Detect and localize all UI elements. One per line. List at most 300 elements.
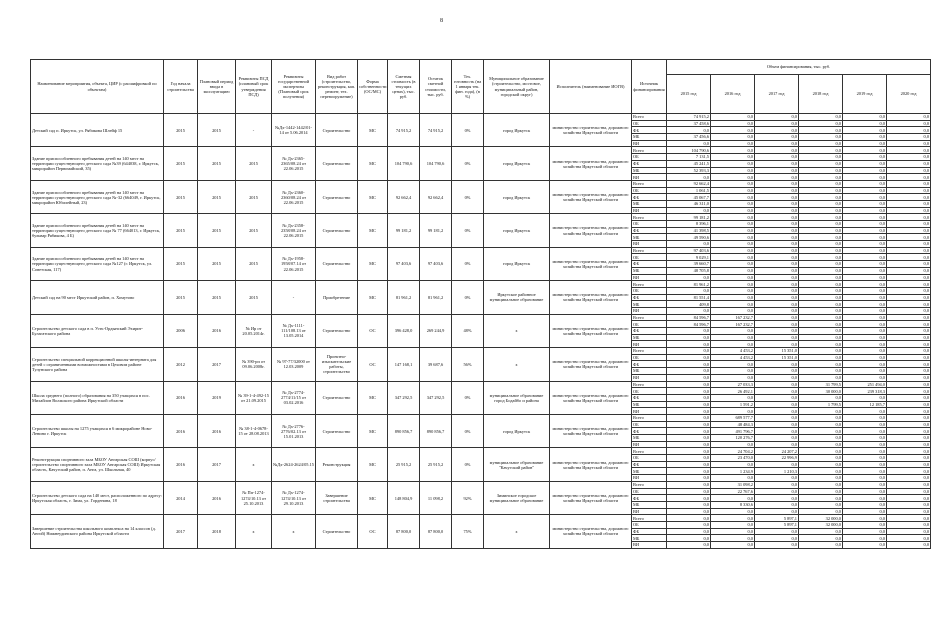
row-fin-value: 0,0	[755, 154, 799, 161]
row-fin-value: 0,0	[755, 441, 799, 448]
header-year: 2017 год	[755, 75, 799, 114]
row-fin-value: 0,0	[799, 414, 843, 421]
row-fin-value: 0,0	[887, 127, 931, 134]
row-fin-value: 0,0	[887, 200, 931, 207]
row-fin-value: 84 596,7	[667, 321, 711, 328]
row-estimate: 97 403,6	[388, 247, 420, 280]
table-body	[31, 114, 931, 549]
row-fin-value: 0,0	[887, 481, 931, 488]
row-year-plan: 2019	[198, 381, 236, 414]
row-fin-value: 0,0	[843, 254, 887, 261]
row-fin-value: 0,0	[887, 274, 931, 281]
row-fin-value: 0,0	[843, 227, 887, 234]
row-fin-value: 0,0	[711, 221, 755, 228]
row-work-type: Строительство	[316, 515, 358, 548]
row-estimate: 25 915,2	[388, 448, 420, 481]
row-source-label: ВИ	[632, 374, 667, 381]
row-fin-value: 0,0	[711, 475, 755, 482]
row-fin-value: 167 232,7	[711, 314, 755, 321]
table-row	[31, 381, 931, 388]
row-fin-value: 0,0	[843, 214, 887, 221]
row-fin-value: 0,0	[887, 207, 931, 214]
row-fin-value: 0,0	[667, 394, 711, 401]
row-remaining: 97 403,6	[420, 247, 452, 280]
row-expertise: № Дх-1958-1958/07.14 от 22.06.2015	[272, 247, 316, 280]
row-fin-value: 0,0	[755, 535, 799, 542]
row-fin-value: 0,0	[755, 261, 799, 268]
row-source-label: Всего	[632, 348, 667, 355]
row-psd: х	[236, 448, 272, 481]
row-expertise: № Дх-1274-1274/10.13 от 29.10.2013	[272, 481, 316, 514]
row-source-label: МБ	[632, 468, 667, 475]
row-source-label: ВИ	[632, 207, 667, 214]
row-work-type: Строительство	[316, 247, 358, 280]
row-fin-value: 0,0	[667, 408, 711, 415]
row-work-type: Проектно-изыскательские работы, строительство	[316, 348, 358, 381]
row-fin-value: 0,0	[755, 294, 799, 301]
row-fin-value: 0,0	[799, 120, 843, 127]
row-source-label: Всего	[632, 247, 667, 254]
row-fin-value: 0,0	[755, 194, 799, 201]
row-fin-value: 0,0	[755, 254, 799, 261]
row-fin-value: 0,0	[711, 214, 755, 221]
row-source-label: ОБ	[632, 120, 667, 127]
row-source-label: МБ	[632, 401, 667, 408]
row-fin-value: 0,0	[667, 381, 711, 388]
row-fin-value: 0,0	[799, 535, 843, 542]
row-source-label: ФБ	[632, 428, 667, 435]
row-source-label: МБ	[632, 368, 667, 375]
header-expertise: Реквизиты государственной экспертизы (Плановый срок получения)	[272, 60, 316, 114]
row-fin-value: 37 458,6	[667, 120, 711, 127]
row-fin-value: 0,0	[843, 535, 887, 542]
row-source-label: ВИ	[632, 307, 667, 314]
row-fin-value: 0,0	[711, 361, 755, 368]
row-fin-value: 120 276,7	[711, 435, 755, 442]
row-year-start: 2006	[164, 314, 198, 347]
row-fin-value: 0,0	[887, 227, 931, 234]
row-source-label: Всего	[632, 448, 667, 455]
row-fin-value: 0,0	[711, 134, 755, 141]
row-municipality: город Иркутск	[484, 414, 550, 447]
row-fin-value: 0,0	[887, 328, 931, 335]
row-fin-value: 0,0	[887, 428, 931, 435]
row-fin-value: 0,0	[887, 401, 931, 408]
row-fin-value: 0,0	[667, 448, 711, 455]
row-year-start: 2015	[164, 281, 198, 314]
row-fin-value: 0,0	[887, 247, 931, 254]
row-fin-value: 0,0	[799, 140, 843, 147]
row-fin-value: 0,0	[887, 381, 931, 388]
row-fin-value: 0,0	[755, 495, 799, 502]
row-fin-value: 0,0	[799, 214, 843, 221]
row-executor: министерство строительства, дорожного хозяйства Иркутской области	[550, 381, 632, 414]
row-fin-value: 0,0	[755, 361, 799, 368]
row-expertise: №Дх-2624-2624/05.15	[272, 448, 316, 481]
row-fin-value: 0,0	[887, 287, 931, 294]
row-year-plan: 2017	[198, 348, 236, 381]
row-fin-value: 0,0	[711, 495, 755, 502]
row-year-start: 2016	[164, 414, 198, 447]
row-fin-value: 0,0	[799, 127, 843, 134]
row-fin-value: 0,0	[799, 227, 843, 234]
row-fin-value: 0,0	[711, 114, 755, 121]
row-fin-value: 0,0	[887, 261, 931, 268]
row-fin-value: 0,0	[711, 521, 755, 528]
row-psd: х	[236, 515, 272, 548]
row-fin-value: 0,0	[667, 348, 711, 355]
header-year-plan: Плановый период ввода в эксплуатацию	[198, 60, 236, 114]
row-fin-value: 0,0	[843, 448, 887, 455]
row-fin-value: 0,0	[887, 254, 931, 261]
row-fin-value: 0,0	[711, 341, 755, 348]
row-fin-value: 0,0	[711, 174, 755, 181]
row-executor: министерство строительства, дорожного хозяйства Иркутской области	[550, 448, 632, 481]
row-fin-value: 0,0	[667, 421, 711, 428]
row-fin-value: 0,0	[887, 388, 931, 395]
row-fin-value: 0,0	[843, 334, 887, 341]
row-remaining: 92 662,4	[420, 180, 452, 213]
row-work-type: Строительство	[316, 214, 358, 247]
row-source-label: МБ	[632, 435, 667, 442]
row-fin-value: 0,0	[667, 428, 711, 435]
row-fin-value: 0,0	[887, 301, 931, 308]
row-fin-value: 0,0	[755, 414, 799, 421]
table-row	[31, 214, 931, 221]
row-fin-value: 0,0	[887, 368, 931, 375]
page-number: 8	[440, 18, 443, 24]
row-fin-value: 0,0	[887, 134, 931, 141]
row-fin-value: 0,0	[711, 408, 755, 415]
row-year-start: 2016	[164, 448, 198, 481]
row-fin-value: 0,0	[843, 200, 887, 207]
row-fin-value: 0,0	[887, 448, 931, 455]
row-work-type: Строительство	[316, 147, 358, 180]
row-fin-value: 0,0	[667, 287, 711, 294]
row-fin-value: 0,0	[843, 328, 887, 335]
row-fin-value: 0,0	[755, 508, 799, 515]
row-readiness: 0%	[452, 247, 484, 280]
row-estimate: 147 168,1	[388, 348, 420, 381]
row-fin-value: 0,0	[799, 160, 843, 167]
row-fin-value: 0,0	[711, 394, 755, 401]
row-fin-value: 0,0	[843, 140, 887, 147]
row-fin-value: 0,0	[755, 528, 799, 535]
row-fin-value: 0,0	[667, 481, 711, 488]
header-year-start: Год начала строительства	[164, 60, 198, 114]
row-fin-value: 0,0	[711, 207, 755, 214]
table-row	[31, 414, 931, 421]
header-estimate: Сметная стоимость (в текущих ценах), тыс. руб.	[388, 60, 420, 114]
row-remaining: 99 181,2	[420, 214, 452, 247]
row-year-plan: 2016	[198, 314, 236, 347]
row-fin-value: 0,0	[887, 307, 931, 314]
row-fin-value: 0,0	[887, 160, 931, 167]
row-fin-value: 15 351,0	[755, 354, 799, 361]
row-fin-value: 0,0	[887, 241, 931, 248]
row-fin-value: 0,0	[887, 140, 931, 147]
row-fin-value: 0,0	[799, 428, 843, 435]
row-municipality: х	[484, 314, 550, 347]
row-fin-value: 0,0	[843, 241, 887, 248]
row-fin-value: 4 453,2	[711, 354, 755, 361]
row-fin-value: 0,0	[799, 481, 843, 488]
row-fin-value: 0,0	[887, 394, 931, 401]
row-source-label: ФБ	[632, 361, 667, 368]
row-source-label: ОБ	[632, 455, 667, 462]
row-fin-value: 0,0	[799, 307, 843, 314]
row-fin-value: 0,0	[667, 528, 711, 535]
row-source-label: Всего	[632, 515, 667, 522]
row-fin-value: 0,0	[755, 381, 799, 388]
row-ownership: МС	[358, 381, 388, 414]
row-fin-value: 0,0	[667, 542, 711, 549]
row-source-label: ВИ	[632, 408, 667, 415]
row-fin-value: 0,0	[843, 481, 887, 488]
row-fin-value: 0,0	[843, 501, 887, 508]
row-ownership: МС	[358, 414, 388, 447]
row-fin-value: 0,0	[843, 435, 887, 442]
row-fin-value: 0,0	[667, 368, 711, 375]
row-fin-value: 0,0	[843, 234, 887, 241]
row-source-label: МБ	[632, 501, 667, 508]
row-fin-value: 0,0	[843, 348, 887, 355]
row-executor: министерство строительства, дорожного хозяйства Иркутской области	[550, 515, 632, 548]
row-fin-value: 39 660,7	[667, 261, 711, 268]
row-fin-value: 37 456,6	[667, 134, 711, 141]
row-psd: 2015	[236, 281, 272, 314]
row-fin-value: 0,0	[711, 140, 755, 147]
row-source-label: ФБ	[632, 261, 667, 268]
header-psd: Реквизиты ПСД (плановый срок утверждения ПСД)	[236, 60, 272, 114]
row-fin-value: 0,0	[711, 535, 755, 542]
row-fin-value: 0,0	[843, 521, 887, 528]
row-fin-value: 0,0	[799, 368, 843, 375]
row-fin-value: 0,0	[887, 194, 931, 201]
row-fin-value: 0,0	[755, 388, 799, 395]
row-fin-value: 0,0	[799, 448, 843, 455]
row-fin-value: 0,0	[843, 455, 887, 462]
header-readiness: Тех. готовность (на 1 января тек. фин. года), (в %)	[452, 60, 484, 114]
row-fin-value: 0,0	[843, 542, 887, 549]
row-fin-value: 0,0	[843, 294, 887, 301]
row-year-plan: 2015	[198, 114, 236, 147]
row-year-plan: 2017	[198, 448, 236, 481]
row-fin-value: 0,0	[843, 441, 887, 448]
row-fin-value: 0,0	[799, 174, 843, 181]
row-fin-value: 0,0	[799, 241, 843, 248]
row-year-start: 2014	[164, 481, 198, 514]
row-fin-value: 0,0	[667, 508, 711, 515]
row-fin-value: 0,0	[755, 421, 799, 428]
row-fin-value: 0,0	[711, 281, 755, 288]
row-fin-value: 9 029,1	[667, 254, 711, 261]
row-fin-value: 0,0	[711, 194, 755, 201]
row-source-label: МБ	[632, 134, 667, 141]
row-fin-value: 31 098,2	[711, 481, 755, 488]
row-source-label: ФБ	[632, 227, 667, 234]
row-fin-value: 0,0	[755, 200, 799, 207]
row-fin-value: 0,0	[711, 508, 755, 515]
row-fin-value: 0,0	[755, 174, 799, 181]
row-fin-value: 0,0	[711, 542, 755, 549]
row-fin-value: 0,0	[711, 154, 755, 161]
row-source-label: МБ	[632, 334, 667, 341]
row-fin-value: 0,0	[799, 234, 843, 241]
row-fin-value: 0,0	[887, 515, 931, 522]
row-fin-value: 0,0	[799, 301, 843, 308]
row-fin-value: 5 897,1	[755, 521, 799, 528]
row-fin-value: 0,0	[667, 334, 711, 341]
row-fin-value: 0,0	[667, 207, 711, 214]
row-remaining: 25 915,2	[420, 448, 452, 481]
row-year-plan: 2015	[198, 180, 236, 213]
row-work-type: Строительство	[316, 314, 358, 347]
header-work-type: Вид работ (строительство, реконструкция, кап. ремонт, тех. перевооружение)	[316, 60, 358, 114]
row-fin-value: 0,0	[667, 401, 711, 408]
row-fin-value: 0,0	[843, 174, 887, 181]
row-executor: министерство строительства, дорожного хозяйства Иркутской области	[550, 180, 632, 213]
row-fin-value: 0,0	[799, 287, 843, 294]
row-municipality: город Иркутск	[484, 114, 550, 147]
row-estimate: 87 800,0	[388, 515, 420, 548]
row-year-start: 2012	[164, 348, 198, 381]
row-fin-value: 0,0	[755, 481, 799, 488]
row-fin-value: 0,0	[843, 321, 887, 328]
row-psd: № Пп-1274-1274/10.13 от 25.10.2013	[236, 481, 272, 514]
row-fin-value: 0,0	[667, 140, 711, 147]
row-municipality: Иркутское районное муниципальное образование	[484, 281, 550, 314]
row-fin-value: 0,0	[711, 254, 755, 261]
row-estimate: 81 961,2	[388, 281, 420, 314]
row-fin-value: 0,0	[843, 167, 887, 174]
row-fin-value: 0,0	[799, 495, 843, 502]
row-work-type: Строительство	[316, 114, 358, 147]
row-fin-value: 0,0	[667, 441, 711, 448]
row-ownership: МС	[358, 180, 388, 213]
row-fin-value: 0,0	[887, 294, 931, 301]
row-source-label: ВИ	[632, 140, 667, 147]
row-fin-value: 0,0	[799, 348, 843, 355]
row-fin-value: 0,0	[887, 341, 931, 348]
row-source-label: МБ	[632, 200, 667, 207]
table-row	[31, 180, 931, 187]
row-estimate: 890 856,7	[388, 414, 420, 447]
row-readiness: 75%	[452, 515, 484, 548]
table-row	[31, 448, 931, 455]
row-fin-value: 0,0	[667, 475, 711, 482]
row-fin-value: 0,0	[843, 207, 887, 214]
row-fin-value: 99 181,2	[667, 214, 711, 221]
row-fin-value: 0,0	[887, 542, 931, 549]
row-remaining: 11 098,2	[420, 481, 452, 514]
row-fin-value: 167 232,7	[711, 321, 755, 328]
row-fin-value: 0,0	[755, 247, 799, 254]
header-name: Наименование мероприятия, объекта, ЦИР (с расшифровкой по объектам)	[31, 60, 164, 114]
row-fin-value: 32 000,0	[799, 521, 843, 528]
row-year-start: 2015	[164, 180, 198, 213]
row-year-plan: 2015	[198, 281, 236, 314]
row-estimate: 148 804,9	[388, 481, 420, 514]
row-source-label: ОБ	[632, 354, 667, 361]
row-fin-value: 0,0	[755, 227, 799, 234]
row-fin-value: 22 767,6	[711, 488, 755, 495]
row-fin-value: 0,0	[667, 501, 711, 508]
row-source-label: МБ	[632, 167, 667, 174]
table-row	[31, 314, 931, 321]
row-fin-value: 46 311,0	[667, 200, 711, 207]
row-fin-value: 0,0	[711, 261, 755, 268]
row-fin-value: 0,0	[887, 528, 931, 535]
row-fin-value: 0,0	[755, 167, 799, 174]
row-fin-value: 0,0	[887, 234, 931, 241]
row-fin-value: 0,0	[799, 200, 843, 207]
row-fin-value: 0,0	[843, 368, 887, 375]
row-fin-value: 0,0	[843, 307, 887, 314]
row-fin-value: 0,0	[799, 114, 843, 121]
row-readiness: 0%	[452, 381, 484, 414]
row-source-label: ФБ	[632, 528, 667, 535]
row-executor: министерство строительства, дорожного хозяйства Иркутской области	[550, 414, 632, 447]
row-fin-value: 0,0	[799, 374, 843, 381]
row-fin-value: 0,0	[711, 160, 755, 167]
row-fin-value: 0,0	[887, 441, 931, 448]
row-psd: № Ир от 20.05.2014г.	[236, 314, 272, 347]
row-year-start: 2015	[164, 114, 198, 147]
row-expertise: х	[272, 515, 316, 548]
row-remaining: 39 687,6	[420, 348, 452, 381]
row-fin-value: 0,0	[843, 154, 887, 161]
row-ownership: МС	[358, 114, 388, 147]
row-name: Детский сад на 90 мест Иркутский район, п. Хомутово	[31, 281, 164, 314]
row-source-label: МБ	[632, 301, 667, 308]
row-fin-value: 0,0	[755, 314, 799, 321]
row-year-start: 2015	[164, 214, 198, 247]
row-fin-value: 0,0	[799, 488, 843, 495]
row-fin-value: 0,0	[887, 435, 931, 442]
row-fin-value: 0,0	[843, 488, 887, 495]
row-fin-value: 0,0	[843, 301, 887, 308]
row-fin-value: 0,0	[887, 214, 931, 221]
row-psd: -	[236, 114, 272, 147]
table-header	[31, 60, 931, 114]
row-fin-value: 0,0	[887, 455, 931, 462]
row-fin-value: 0,0	[843, 421, 887, 428]
row-fin-value: 0,0	[887, 114, 931, 121]
header-executor: Исполнитель (наименование ИОГВ)	[550, 60, 632, 114]
row-ownership: МС	[358, 448, 388, 481]
row-fin-value: 0,0	[887, 475, 931, 482]
row-fin-value: 0,0	[755, 307, 799, 314]
row-fin-value: 0,0	[887, 354, 931, 361]
row-fin-value: 0,0	[843, 361, 887, 368]
row-fin-value: 0,0	[799, 154, 843, 161]
row-fin-value: 0,0	[843, 120, 887, 127]
row-fin-value: 48 484,3	[711, 421, 755, 428]
row-source-label: Всего	[632, 114, 667, 121]
row-fin-value: 0,0	[799, 267, 843, 274]
row-fin-value: 23 470,0	[711, 455, 755, 462]
row-fin-value: 0,0	[667, 274, 711, 281]
row-fin-value: 0,0	[755, 321, 799, 328]
row-fin-value: 0,0	[799, 501, 843, 508]
row-source-label: ОБ	[632, 488, 667, 495]
row-year-plan: 2015	[198, 214, 236, 247]
row-source-label: ОБ	[632, 154, 667, 161]
row-year-plan: 2016	[198, 414, 236, 447]
table-row	[31, 147, 931, 154]
row-fin-value: 0,0	[799, 314, 843, 321]
